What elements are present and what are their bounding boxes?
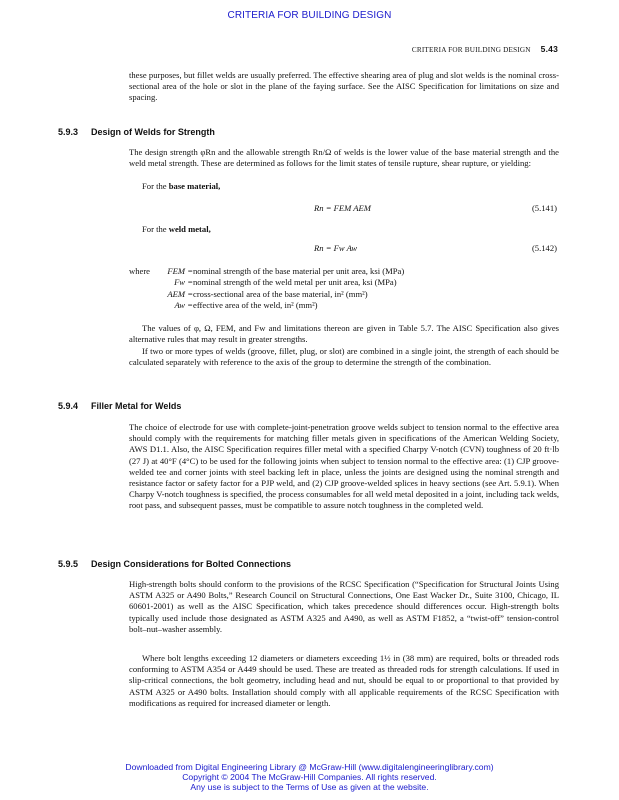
page-number: 5.43 [540,44,558,54]
base-material-bold: base material, [168,181,221,191]
combined-welds-paragraph: If two or more types of welds (groove, fillet, plug, or slot) are combined in a single joint, the strength of each should be calculated separately with reference to the axis of the group to determine the strength of the combination. [129,346,559,368]
definition-row [129,300,559,311]
definition-text: effective area of the weld, in² (mm²) [193,299,318,310]
definition-symbol: Fw = [174,277,193,288]
definition-text: cross-sectional area of the base material, in² (mm²) [193,288,368,299]
section-title: Design Considerations for Bolted Connections [91,559,292,569]
definition-text: nominal strength of the weld metal per unit area, ksi (MPa) [193,277,397,288]
base-material-label [129,181,559,192]
definition-row [129,289,559,300]
section-title: Design of Welds for Strength [91,127,215,137]
section-number: 5.9.5 [58,559,79,569]
definition-symbol: Aw = [174,299,193,310]
section-number: 5.9.3 [58,127,79,137]
weld-intro-text: For the [142,224,167,234]
weld-strength-paragraph: The design strength φRn and the allowable strength Rn/Ω of welds is the lower value of the base material strength and the weld metal strength. These are determined as follows for the limit states of tensile rupture, shear rupture, or yielding: [129,147,559,169]
definition-symbol: AEM = [167,288,193,299]
definition-text: nominal strength of the base material per unit area, ksi (MPa) [193,266,405,276]
filler-metal-paragraph: The choice of electrode for use with complete-joint-penetration groove welds subject to tension normal to the effective area should comply with the requirements for matching filler metals given in specifications of the American Welding Society, AWS D1.1. Also, the AISC Specification requires filler metal with a specified Charpy V-notch (CVN) toughness of 20 ft·lb (27 J) at 40°F (4°C) to be used for the following joints when subject to tension normal to the effective area: (1) CJP groove-welded tee and corner joints with steel backing left in place, unless the joints are designed using the nominal strength and resistance factor or safety factor for a PJP weld, and (2) CJP groove-welded splices in heavy sections (see Art. 5.9.1). When Charpy V-notch toughness is specified, the process consumables for all weld metal deposited in a joint, including tack welds, root pass, and subsequent passes, must be compatible to assure notch toughness in the completed weld. [129,422,559,511]
footer-terms-link[interactable]: Any use is subject to the Terms of Use as given at the website. [190,782,429,792]
download-banner[interactable]: CRITERIA FOR BUILDING DESIGN [227,10,392,21]
base-intro-text: For the [142,181,167,191]
download-footer [0,762,619,792]
equation-number: (5.141) [531,203,557,213]
definition-row [129,266,559,277]
weld-metal-label [129,224,559,235]
bolt-length-paragraph: Where bolt lengths exceeding 12 diameters or diameters exceeding 1½ in (38 mm) are required, bolts or threaded rods conforming to ASTM A354 or A449 should be used. These are treated as threaded rods for strength calculations. If used in slip-critical connections, the bolt geometry, including head and nut, should be equal to or proportional to that provided by ASTM A325 or A490 bolts. Installation should comply with all applicable requirements of the RCSC Specification with modifications as required for increased diameter or length. [129,653,559,708]
section-title: Filler Metal for Welds [91,401,182,411]
weld-metal-bold: weld metal, [168,224,211,234]
definition-row [129,277,559,288]
equation-5-142 [129,242,559,254]
equation-expression: Rn = Fw Aw [314,243,358,253]
definition-symbol: FEM = [167,266,193,276]
running-head [412,44,558,54]
section-heading-5-9-4 [58,401,181,411]
footer-copyright: Copyright © 2004 The McGraw-Hill Companies. All rights reserved. [182,772,437,782]
running-head-title: CRITERIA FOR BUILDING DESIGN [411,46,531,54]
where-label: where [129,266,150,276]
values-paragraph: The values of φ, Ω, FEM, and Fw and limitations thereon are given in Table 5.7. The AISC Specification also gives alternative rules that may result in greater strengths. [129,323,559,345]
section-number: 5.9.4 [58,401,79,411]
equation-5-141 [129,202,559,214]
section-heading-5-9-5 [58,559,291,569]
bolted-connections-paragraph: High-strength bolts should conform to the provisions of the RCSC Specification (“Specification for Structural Joints Using ASTM A325 or A490 Bolts,” Research Council on Structural Connections, One East Wacker Dr., Suite 3100, Chicago, IL 60601-2001) as well as the AISC Specification, which takes precedence should differences occur. High-strength bolts typically used include those designated as ASTM A325 and A490, as well as ASTM F1852, a “twist-off” tension-control bolt–nut–washer assembly. [129,579,559,634]
equation-number: (5.142) [531,243,557,253]
intro-paragraph: these purposes, but fillet welds are usually preferred. The effective shearing area of plug and slot welds is the nominal cross-sectional area of the hole or slot in the plane of the faying surface. See the AISC Specification for limitations on size and spacing. [129,70,559,103]
symbol-definitions [129,266,559,311]
equation-expression: Rn = FEM AEM [314,203,371,213]
section-heading-5-9-3 [58,127,215,137]
footer-download-link[interactable]: Downloaded from Digital Engineering Library @ McGraw-Hill (www.digitalengineeringlibrary.com) [125,762,494,772]
